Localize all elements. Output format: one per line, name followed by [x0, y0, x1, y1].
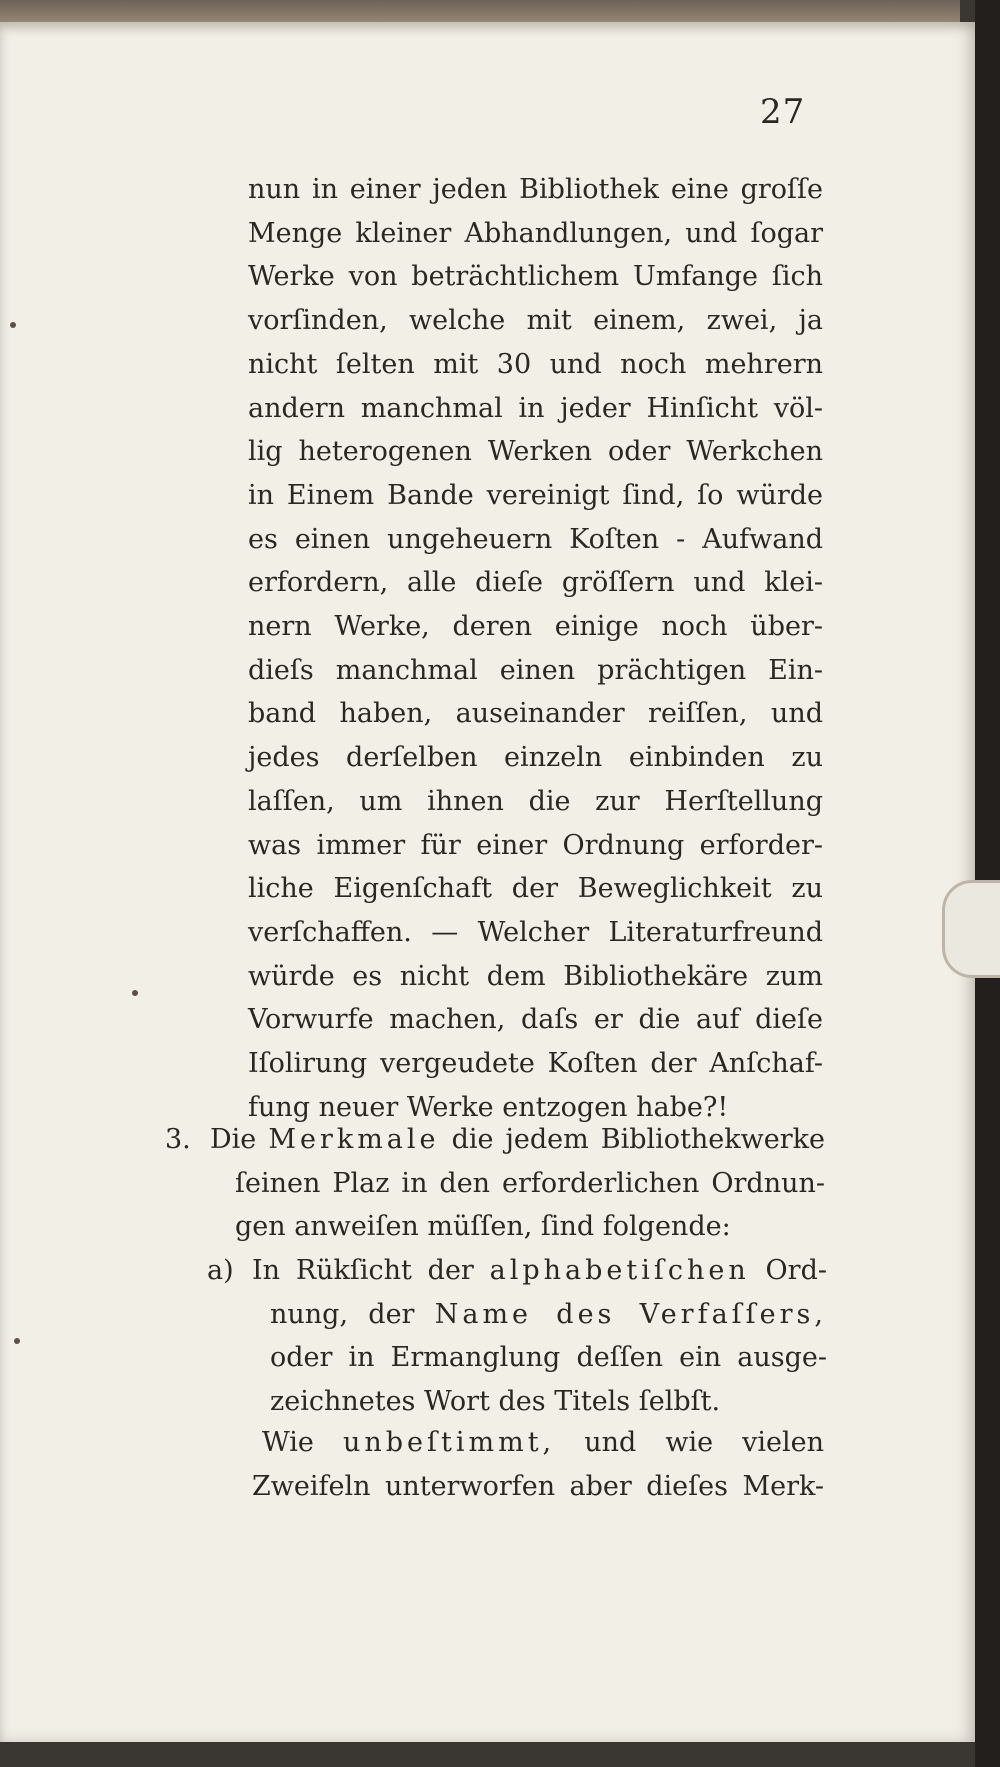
- text-line: nun in einer jeden Bibliothek eine groſſe: [248, 174, 823, 205]
- margin-mark: [132, 990, 138, 996]
- margin-mark: [14, 1338, 20, 1344]
- text-fragment: Ord-: [765, 1255, 827, 1286]
- text-line: [252, 1293, 827, 1337]
- text-line: oder in Ermanglung deſſen ein ausge-: [270, 1342, 827, 1374]
- text-line: vorſinden, welche mit einem, zwei, ja: [248, 305, 823, 337]
- text-line: Zweifeln unterworfen aber dieſes Merk-: [252, 1470, 824, 1502]
- continuation-paragraph: [252, 1421, 825, 1508]
- text-line: gen anweiſen müſſen, ſind folgende:: [235, 1211, 731, 1243]
- text-line: würde es nicht dem Bibliothekäre zum: [248, 960, 823, 992]
- text-line: [262, 1421, 824, 1465]
- text-line: in Einem Bande vereinigt ſind, ſo würde: [248, 479, 823, 511]
- emphasized-term: unbeſtimmt,: [342, 1427, 556, 1458]
- text-line: lig heterogenen Werken oder Werkchen: [248, 436, 823, 468]
- text-line: ſeinen Plaz in den erforderlichen Ordnun-: [235, 1167, 825, 1199]
- text-line: es einen ungeheuern Koſten - Aufwand: [248, 523, 823, 555]
- text-line: dieſs manchmal einen prächtigen Ein-: [248, 654, 823, 686]
- text-fragment: die jedem Bibliothekwerke: [451, 1124, 825, 1155]
- text-line: liche Eigenſchaft der Beweglichkeit zu: [248, 873, 823, 905]
- text-line: Menge kleiner Abhandlungen, und ſogar: [248, 217, 823, 249]
- body-paragraph: [248, 168, 823, 1129]
- emphasized-term: Name des Verfaſſers,: [434, 1298, 827, 1330]
- emphasized-term: Merkmale: [268, 1124, 440, 1155]
- text-line: band haben, auseinander reiſſen, und: [248, 698, 823, 730]
- text-line: nern Werke, deren einige noch über-: [248, 611, 823, 643]
- text-line: [252, 1249, 827, 1293]
- text-line: fung neuer Werke entzogen habe?!: [248, 1091, 729, 1123]
- text-line: Vorwurfe machen, daſs er die auf dieſe: [248, 1004, 823, 1036]
- page-tab-marker: [942, 880, 1000, 978]
- list-marker: 3.: [165, 1124, 191, 1155]
- list-marker: a): [207, 1255, 234, 1286]
- text-fragment: Die: [210, 1124, 257, 1155]
- text-line: verſchaffen. — Welcher Literaturfreund: [248, 916, 823, 948]
- margin-mark: [10, 322, 16, 328]
- text-line: erfordern, alle dieſe gröſſern und klei-: [248, 567, 823, 599]
- text-line: [210, 1118, 825, 1162]
- text-line: zeichnetes Wort des Titels ſelbſt.: [270, 1386, 721, 1418]
- page-number: 27: [760, 92, 806, 132]
- text-line: laſſen, um ihnen die zur Herſtellung: [248, 785, 823, 817]
- text-fragment: Wie: [262, 1427, 314, 1458]
- text-fragment: In Rükſicht der: [252, 1255, 474, 1286]
- text-line: nicht ſelten mit 30 und noch mehrern: [248, 348, 823, 380]
- text-fragment: nung, der: [270, 1298, 415, 1330]
- text-line: jedes derſelben einzeln einbinden zu: [248, 742, 823, 774]
- text-line: was immer für einer Ordnung erforder-: [248, 829, 823, 861]
- text-fragment: und wie vielen: [584, 1427, 825, 1458]
- text-line: andern manchmal in jeder Hinſicht völ-: [248, 392, 823, 424]
- text-line: Werke von beträchtlichem Umfange ſich: [248, 261, 823, 293]
- text-line: Iſolirung vergeudete Koſten der Anſchaf-: [248, 1048, 823, 1080]
- emphasized-term: alphabetiſchen: [489, 1255, 750, 1286]
